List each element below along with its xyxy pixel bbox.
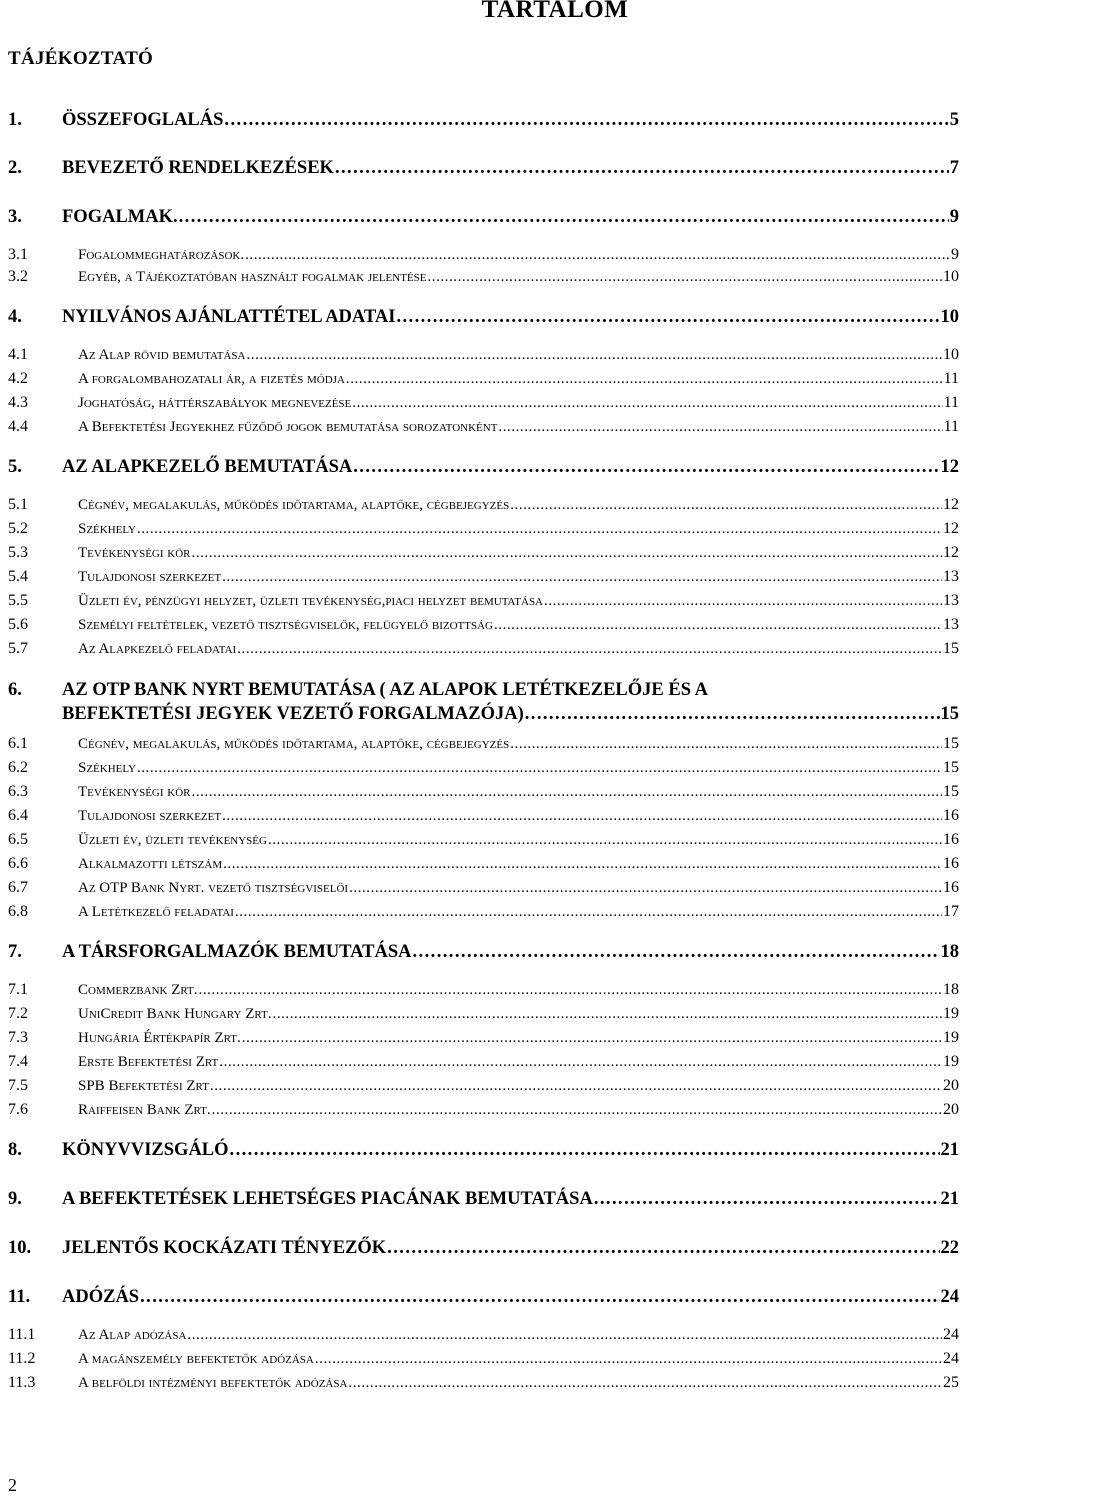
toc-entry-number: 6.4 (8, 807, 28, 824)
toc-entry-page: 12 (943, 544, 959, 561)
dot-leader (230, 1140, 940, 1161)
toc-entry-number: 2. (8, 158, 22, 178)
toc-entry-page: 11 (943, 370, 959, 387)
toc-entry-title: A magánszemély befektetők adózása (78, 1351, 314, 1367)
toc-entry-title: A forgalombahozatali ár, a fizetés módja (78, 371, 345, 387)
toc-entry-number: 7. (8, 942, 22, 962)
toc-entry-number: 6.5 (8, 831, 28, 848)
toc-entry-number: 5. (8, 457, 22, 477)
toc-entry-number: 6.7 (8, 879, 28, 896)
toc-entry-title: Tevékenységi kör (78, 545, 191, 561)
toc-entry-number: 4.1 (8, 346, 28, 363)
toc-entry-page: 20 (943, 1101, 959, 1118)
toc-entry-page: 13 (943, 568, 959, 585)
toc-entry-page: 16 (943, 807, 959, 824)
toc-subsection-entry[interactable] (8, 1101, 959, 1119)
toc-entry-number: 7.6 (8, 1101, 28, 1118)
toc-entry-number: 11.2 (8, 1350, 36, 1367)
toc-entry-title: Commerzbank Zrt. (78, 982, 198, 998)
toc-entry-page: 10 (943, 268, 959, 285)
toc-entry-title: Az OTP Bank Nyrt. vezető tisztségviselői (78, 880, 349, 896)
toc-section-entry[interactable] (8, 942, 959, 963)
toc-entry-page: 12 (943, 496, 959, 513)
dot-leader (349, 880, 942, 897)
dot-leader (544, 593, 942, 610)
toc-subsection-entry[interactable] (8, 1053, 959, 1071)
toc-subsection-entry[interactable] (8, 394, 959, 412)
toc-entry-title: Az Alap adózása (78, 1327, 187, 1343)
toc-subsection-entry[interactable] (8, 246, 959, 264)
dot-leader (315, 1351, 942, 1368)
page-number: 2 (8, 1475, 17, 1495)
dot-leader (335, 158, 949, 179)
toc-entry-title: Tulajdonosi szerkezet (78, 569, 222, 585)
toc-entry-number: 8. (8, 1140, 22, 1160)
toc-entry-number: 11.1 (8, 1326, 36, 1343)
toc-entry-page: 15 (943, 759, 959, 776)
toc-section-entry[interactable] (8, 110, 959, 131)
toc-entry-page: 22 (940, 1238, 959, 1258)
toc-entry-number: 5.3 (8, 544, 28, 561)
toc-entry-title: Hungária Értékpapír Zrt. (78, 1030, 241, 1046)
toc-entry-title: A TÁRSFORGALMAZÓK BEMUTATÁSA (62, 942, 412, 962)
toc-entry-page: 5 (949, 110, 959, 130)
dot-leader (348, 1375, 942, 1392)
toc-entry-title: A BEFEKTETÉSEK LEHETSÉGES PIACÁNAK BEMUTATÁSA (62, 1189, 593, 1209)
toc-entry-number: 4.2 (8, 370, 28, 387)
toc-entry-page: 24 (943, 1350, 959, 1367)
dot-leader (498, 419, 942, 436)
toc-subsection-entry[interactable] (8, 370, 959, 388)
toc-entry[interactable] (8, 704, 959, 725)
toc-section-entry[interactable] (8, 207, 959, 228)
toc-subsection-entry[interactable] (8, 735, 959, 753)
toc-entry-first-line (8, 680, 708, 701)
dot-leader (396, 307, 939, 328)
toc-entry-title: Székhely (78, 521, 136, 537)
toc-entry-title: Cégnév, megalakulás, működés időtartama, alaptőke, cégbejegyzés (78, 497, 510, 513)
dot-leader (242, 1030, 942, 1047)
toc-entry-page: 19 (943, 1005, 959, 1022)
dot-leader (192, 545, 942, 562)
toc-entry-page: 10 (943, 346, 959, 363)
toc-entry-number: 3. (8, 207, 22, 227)
page-title: TARTALOM (481, 0, 629, 23)
toc-entry-number: 5.2 (8, 520, 28, 537)
dot-leader (525, 704, 940, 725)
toc-entry-number: 4. (8, 307, 22, 327)
toc-entry-page: 24 (940, 1287, 959, 1307)
toc-entry-page: 11 (943, 394, 959, 411)
toc-entry-title: BEFEKTETÉSI JEGYEK VEZETŐ FORGALMAZÓJA) (62, 704, 524, 724)
dot-leader (346, 371, 943, 388)
toc-entry-number: 9. (8, 1189, 22, 1209)
toc-entry-title: ADÓZÁS (62, 1287, 140, 1307)
dot-leader (137, 521, 942, 538)
toc-entry-number: 7.4 (8, 1053, 28, 1070)
toc-subsection-entry[interactable] (8, 903, 959, 921)
toc-entry-page: 15 (943, 783, 959, 800)
toc-entry-page: 21 (940, 1189, 959, 1209)
toc-subsection-entry[interactable] (8, 981, 959, 999)
dot-leader (247, 347, 943, 364)
toc-entry-number: 5.4 (8, 568, 28, 585)
toc-entry-number: 7.3 (8, 1029, 28, 1046)
toc-section-entry[interactable] (8, 1287, 959, 1308)
toc-entry-page: 16 (943, 831, 959, 848)
toc-subsection-entry[interactable] (8, 496, 959, 514)
toc-entry-page: 17 (943, 903, 959, 920)
toc-entry-page: 24 (943, 1326, 959, 1343)
dot-leader (140, 1287, 939, 1308)
toc-section-entry[interactable] (8, 1140, 959, 1161)
toc-subsection-entry[interactable] (8, 831, 959, 849)
dot-leader (192, 784, 942, 801)
toc-subsection-entry[interactable] (8, 1374, 959, 1392)
toc-entry-title: Joghatóság, háttérszabályok megnevezése (78, 395, 352, 411)
toc-section-entry[interactable] (8, 1238, 959, 1259)
toc-entry-title: Tevékenységi kör (78, 784, 191, 800)
toc-entry-page: 19 (943, 1029, 959, 1046)
toc-entry-number: 3.1 (8, 246, 28, 263)
toc-entry-number: 5.6 (8, 616, 28, 633)
toc-entry-title: Személyi feltételek, vezető tisztségviselők, felügyelő bizottság (78, 617, 493, 633)
toc-entry-title: NYILVÁNOS AJÁNLATTÉTEL ADATAI (62, 307, 396, 327)
toc-subsection-entry[interactable] (8, 640, 959, 658)
toc-entry-page: 7 (949, 158, 959, 178)
toc-entry-page: 11 (943, 418, 959, 435)
dot-leader (224, 110, 948, 131)
toc-subsection-entry[interactable] (8, 520, 959, 538)
dot-leader (212, 1102, 942, 1119)
toc-entry-title: A Letétkezelő feladatai (78, 904, 234, 920)
toc-entry-title: Üzleti év, üzleti tevékenység (78, 832, 267, 848)
toc-entry-number: 5.1 (8, 496, 28, 513)
toc-entry-number: 6.8 (8, 903, 28, 920)
toc-subsection-entry[interactable] (8, 616, 959, 634)
toc-entry-page: 16 (943, 879, 959, 896)
toc-entry-title: Az Alapkezelő feladatai (78, 641, 237, 657)
dot-leader (235, 904, 942, 921)
toc-subsection-entry[interactable] (8, 346, 959, 364)
dot-leader (494, 617, 942, 634)
toc-subsection-entry[interactable] (8, 568, 959, 586)
dot-leader (219, 1054, 942, 1071)
toc-entry-title: Erste Befektetési Zrt (78, 1054, 219, 1070)
toc-entry-number: 7.2 (8, 1005, 28, 1022)
dot-leader (199, 982, 942, 999)
toc-entry-page: 15 (943, 640, 959, 657)
toc-section-entry[interactable] (8, 307, 959, 328)
toc-entry-number: 6.1 (8, 735, 28, 752)
toc-entry-page: 15 (940, 704, 959, 724)
toc-entry-page: 10 (940, 307, 959, 327)
toc-entry-title: ÖSSZEFOGLALÁS (62, 110, 224, 130)
dot-leader (510, 736, 942, 753)
toc-entry-title: Raiffeisen Bank Zrt. (78, 1102, 211, 1118)
intro-heading: TÁJÉKOZTATÓ (8, 48, 154, 69)
toc-entry-page: 21 (940, 1140, 959, 1160)
toc-entry-title: Alkalmazotti létszám (78, 856, 223, 872)
dot-leader (237, 641, 942, 658)
dot-leader (352, 395, 942, 412)
dot-leader (353, 457, 939, 478)
toc-entry-title: SPB Befektetési Zrt (78, 1078, 209, 1094)
toc-entry-page: 12 (943, 520, 959, 537)
toc-subsection-entry[interactable] (8, 1326, 959, 1344)
toc-entry-title: Egyéb, a Tájékoztatóban használt fogalmak jelentése (78, 269, 427, 285)
toc-entry-title: Tulajdonosi szerkezet (78, 808, 222, 824)
toc-entry-page: 15 (943, 735, 959, 752)
dot-leader (510, 497, 942, 514)
dot-leader (222, 808, 942, 825)
toc-subsection-entry[interactable] (8, 592, 959, 610)
toc-entry-page: 16 (943, 855, 959, 872)
toc-entry-number: 10. (8, 1238, 32, 1258)
dot-leader (594, 1189, 940, 1210)
toc-subsection-entry[interactable] (8, 807, 959, 825)
dot-leader (137, 760, 942, 777)
toc-subsection-entry[interactable] (8, 1005, 959, 1023)
toc-entry-title: Cégnév, megalakulás, működés időtartama, alaptőke, cégbejegyzés (78, 736, 510, 752)
toc-subsection-entry[interactable] (8, 879, 959, 897)
dot-leader (268, 832, 942, 849)
toc-entry-number: 11. (8, 1287, 31, 1307)
toc-entry-number: 3.2 (8, 268, 28, 285)
toc-subsection-entry[interactable] (8, 759, 959, 777)
toc-entry-title: KÖNYVVIZSGÁLÓ (62, 1140, 229, 1160)
toc-entry-page: 9 (949, 207, 959, 227)
dot-leader (187, 1327, 942, 1344)
toc-entry-number: 6.2 (8, 759, 28, 776)
toc-subsection-entry[interactable] (8, 1077, 959, 1095)
toc-subsection-entry[interactable] (8, 783, 959, 801)
toc-entry-page: 13 (943, 592, 959, 609)
toc-entry-title: Az Alap rövid bemutatása (78, 347, 246, 363)
toc-entry-page: 18 (940, 942, 959, 962)
dot-leader (245, 247, 950, 264)
toc-entry-title: AZ ALAPKEZELŐ BEMUTATÁSA (62, 457, 353, 477)
toc-section-entry[interactable] (8, 158, 959, 179)
toc-entry-title: A belföldi intézményi befektetők adózása (78, 1375, 348, 1391)
toc-subsection-entry[interactable] (8, 268, 959, 286)
toc-entry-number: 1. (8, 110, 22, 130)
dot-leader (210, 1078, 942, 1095)
toc-entry-page: 13 (943, 616, 959, 633)
toc-entry-page: 18 (943, 981, 959, 998)
dot-leader (223, 856, 942, 873)
toc-section-entry[interactable] (8, 1189, 959, 1210)
toc-entry-page: 9 (951, 246, 959, 263)
toc-entry-title: A Befektetési Jegyekhez fűződő jogok bemutatása sorozatonként (78, 419, 498, 435)
toc-entry-page: 25 (943, 1374, 959, 1391)
dot-leader (222, 569, 942, 586)
dot-leader (179, 207, 949, 228)
toc-entry-number: 5.5 (8, 592, 28, 609)
toc-entry-title: FOGALMAK. (62, 207, 178, 227)
toc-entry-title: UniCredit Bank Hungary Zrt. (78, 1006, 272, 1022)
toc-entry-number: 4.3 (8, 394, 28, 411)
toc-entry-title-line1: AZ OTP BANK NYRT BEMUTATÁSA ( AZ ALAPOK LETÉTKEZELŐJE ÉS A (62, 680, 708, 700)
toc-entry-number: 11.3 (8, 1374, 36, 1391)
toc-subsection-entry[interactable] (8, 1350, 959, 1368)
toc-section-entry[interactable] (8, 457, 959, 478)
dot-leader (273, 1006, 942, 1023)
toc-subsection-entry[interactable] (8, 1029, 959, 1047)
toc-entry-title: JELENTŐS KOCKÁZATI TÉNYEZŐK (62, 1238, 387, 1258)
toc-subsection-entry[interactable] (8, 855, 959, 873)
toc-entry-title: BEVEZETŐ RENDELKEZÉSEK (62, 158, 334, 178)
toc-entry-page: 19 (943, 1053, 959, 1070)
toc-entry-number: 5.7 (8, 640, 28, 657)
toc-entry-page: 12 (940, 457, 959, 477)
toc-entry-number: 7.1 (8, 981, 28, 998)
toc-entry-title: Üzleti év, pénzügyi helyzet, üzleti tevékenység,piaci helyzet bemutatása (78, 593, 544, 609)
toc-entry-number: 6.3 (8, 783, 28, 800)
toc-subsection-entry[interactable] (8, 418, 959, 436)
toc-entry-number: 6.6 (8, 855, 28, 872)
toc-subsection-entry[interactable] (8, 544, 959, 562)
toc-entry-number: 4.4 (8, 418, 28, 435)
toc-entry-title: Székhely (78, 760, 136, 776)
toc-entry-page: 20 (943, 1077, 959, 1094)
toc-entry-title: Fogalommeghatározások. (78, 247, 245, 263)
dot-leader (387, 1238, 939, 1259)
dot-leader (427, 269, 942, 286)
dot-leader (413, 942, 940, 963)
toc-entry-number: 6. (8, 680, 22, 700)
toc-entry-number: 7.5 (8, 1077, 28, 1094)
